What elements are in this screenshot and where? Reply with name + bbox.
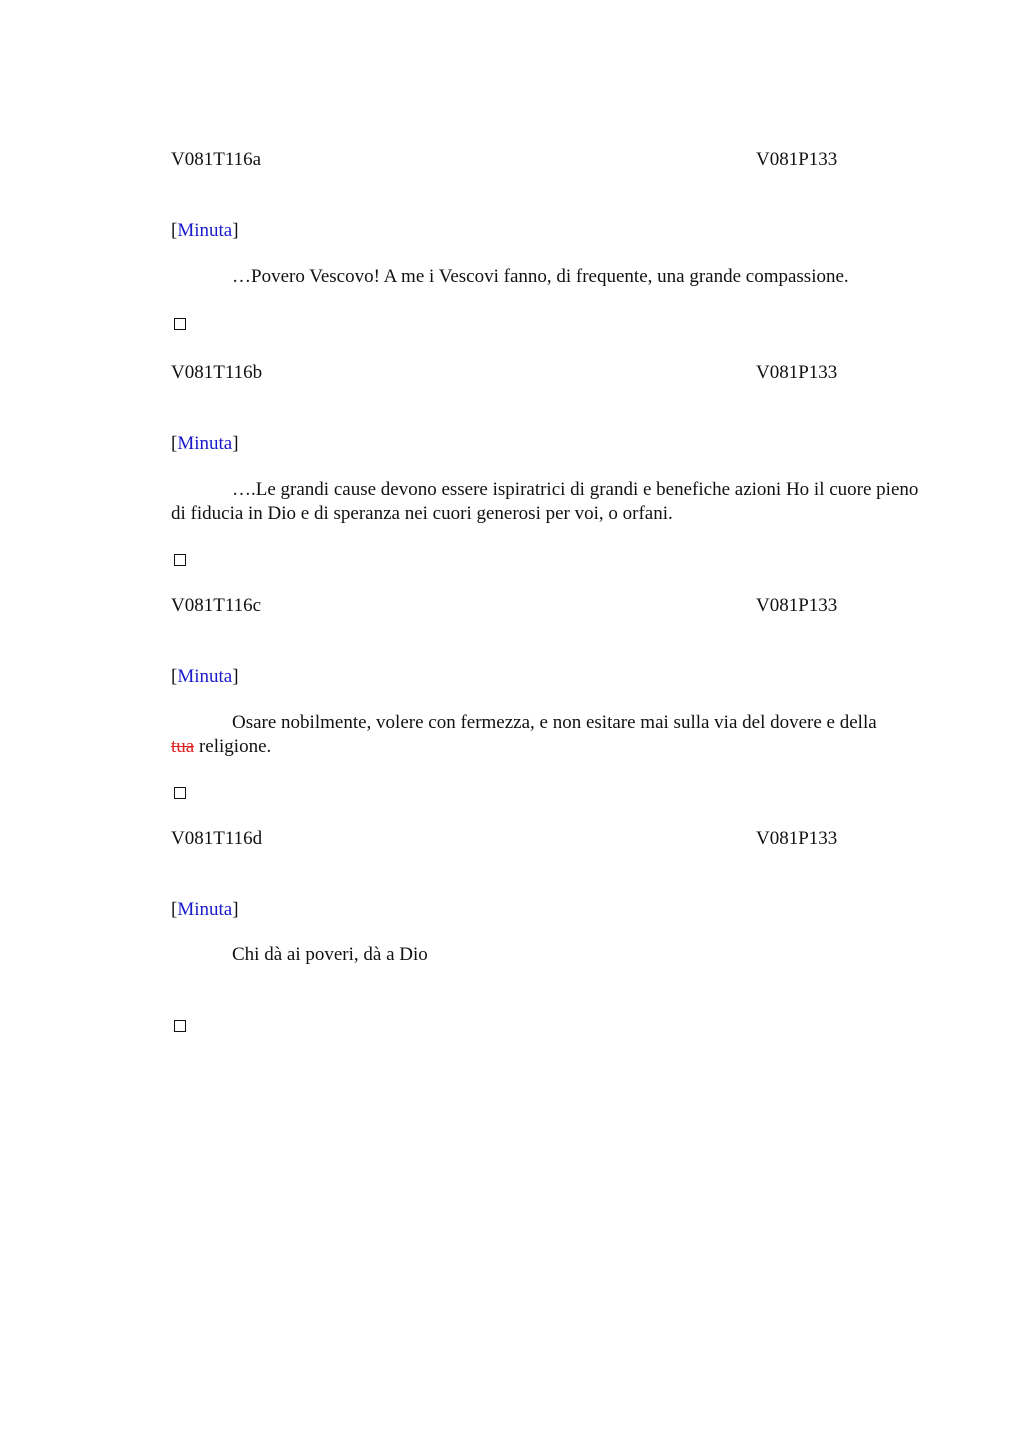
entry-text-content: Chi dà ai poveri, dà a Dio xyxy=(232,944,428,965)
entry-text xyxy=(171,265,933,289)
entry-code: V081T116b xyxy=(171,362,263,383)
entry-text-content: ….Le grandi cause devono essere ispiratrici di grandi e benefiche azioni Ho il cuore pieno di fiducia in Dio e di speranza nei cuori generosi per voi, o orfani. xyxy=(171,479,919,524)
deleted-word: tua xyxy=(171,736,195,757)
minuta-heading: [Minuta] xyxy=(171,220,239,241)
entry-text xyxy=(171,943,933,967)
entry-page-ref: V081P133 xyxy=(756,149,838,170)
entry-text-before: Osare nobilmente, volere con fermezza, e non esitare mai sulla via del dovere e della xyxy=(232,712,877,733)
entry-text-after: religione. xyxy=(198,736,272,757)
entry-text-content: …Povero Vescovo! A me i Vescovi fanno, di frequente, una grande compassione. xyxy=(232,266,849,287)
empty-square-icon xyxy=(174,1020,186,1032)
minuta-link[interactable]: Minuta xyxy=(177,666,233,687)
minuta-link[interactable]: Minuta xyxy=(177,899,233,920)
entry-text xyxy=(171,711,901,759)
minuta-heading: [Minuta] xyxy=(171,899,239,920)
entry-page-ref: V081P133 xyxy=(756,595,838,616)
entry-page-ref: V081P133 xyxy=(756,362,838,383)
minuta-link[interactable]: Minuta xyxy=(177,433,233,454)
entry-code: V081T116d xyxy=(171,828,263,849)
entry-page-ref: V081P133 xyxy=(756,828,838,849)
entry-code: V081T116a xyxy=(171,149,262,170)
minuta-link[interactable]: Minuta xyxy=(177,220,233,241)
empty-square-icon xyxy=(174,787,186,799)
empty-square-icon xyxy=(174,318,186,330)
entry-text xyxy=(171,478,933,526)
minuta-heading: [Minuta] xyxy=(171,666,239,687)
empty-square-icon xyxy=(174,554,186,566)
entry-code: V081T116c xyxy=(171,595,262,616)
minuta-heading: [Minuta] xyxy=(171,433,239,454)
